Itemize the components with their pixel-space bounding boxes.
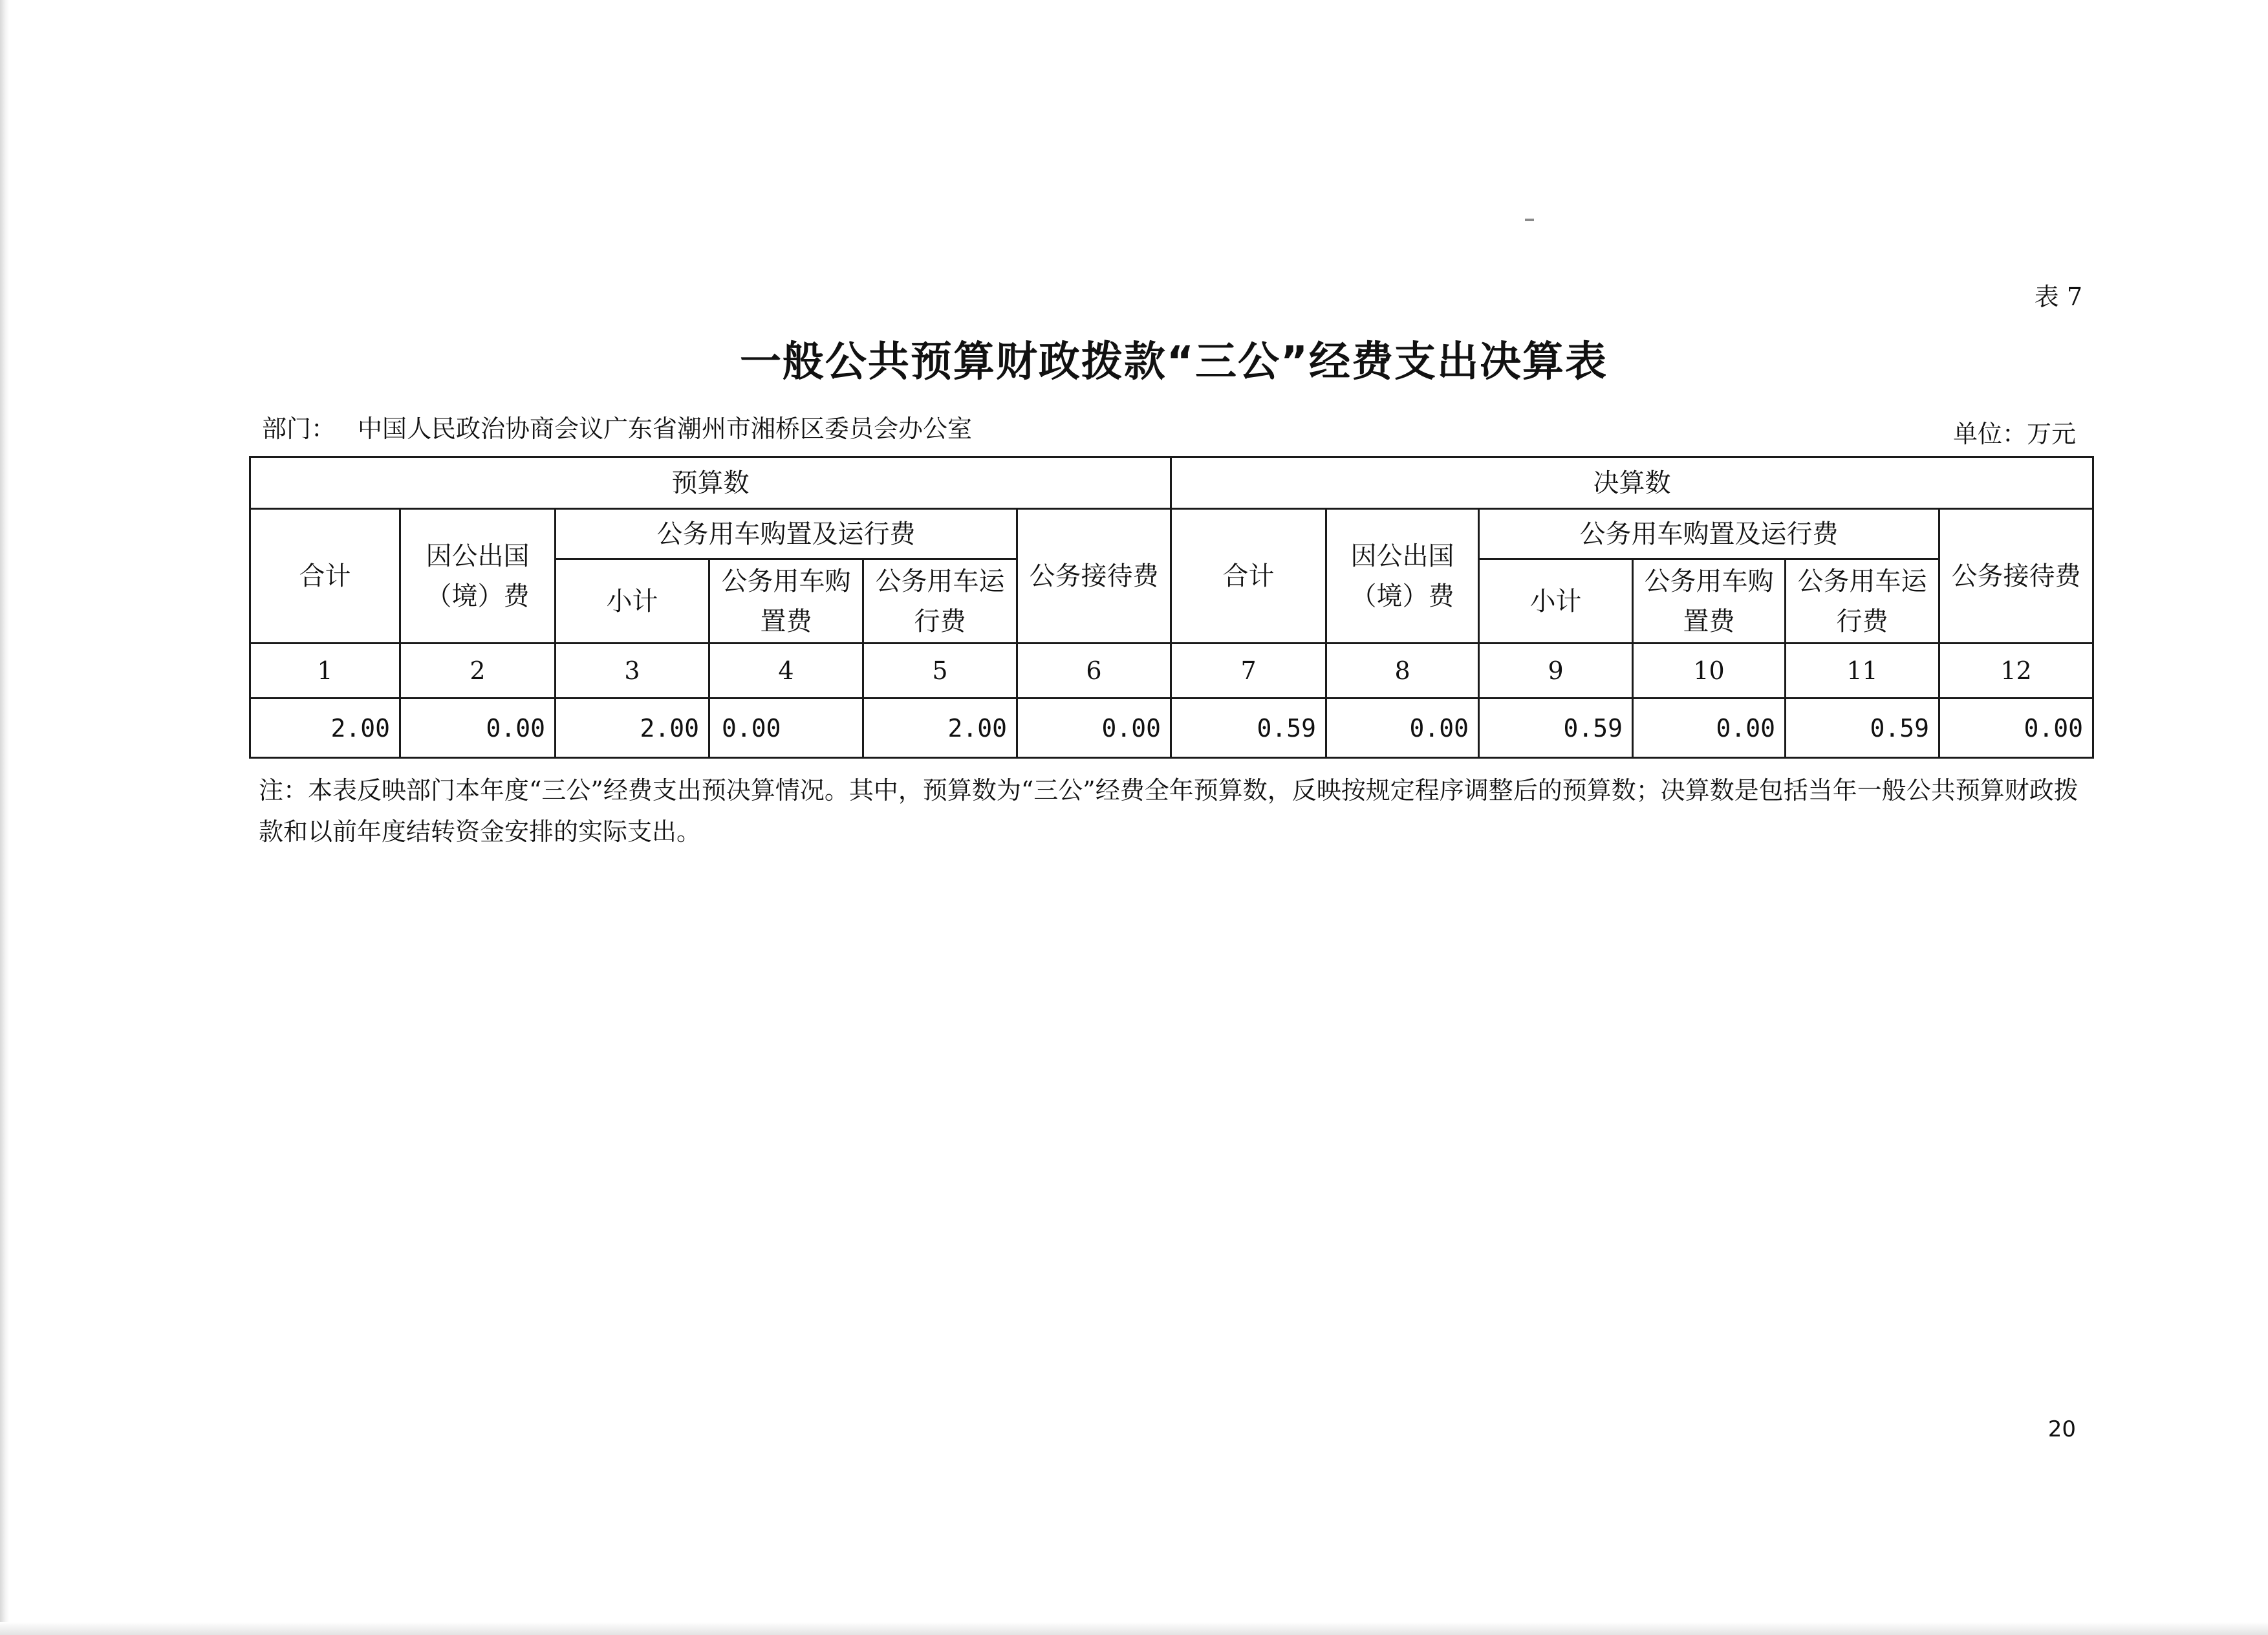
- unit-label: 单位：万元: [1952, 420, 2076, 448]
- value-cell: 0.00: [400, 698, 556, 758]
- budget-total-header: 合计: [250, 509, 400, 644]
- table-value-row: [250, 698, 2093, 758]
- index-cell: 3: [556, 644, 709, 698]
- index-cell: 9: [1479, 644, 1633, 698]
- index-cell: 7: [1171, 644, 1326, 698]
- scan-page-edge: [0, 0, 9, 1635]
- department-line: [262, 409, 972, 444]
- final-reception-header: 公务接待费: [1939, 509, 2093, 644]
- table-note: 注：本表反映部门本年度“三公”经费支出预决算情况。其中，预算数为“三公”经费全年预算数，反映按规定程序调整后的预算数；决算数是包括当年一般公共预算财政拨款和以前年度结转资金安排的实际支出。: [259, 776, 2079, 846]
- department-name: 中国人民政治协商会议广东省潮州市湘桥区委员会办公室: [358, 415, 973, 443]
- index-cell: 12: [1939, 644, 2093, 698]
- budget-header: 预算数: [250, 457, 1171, 509]
- page-title: 一般公共预算财政拨款“三公”经费支出决算表: [739, 338, 1608, 386]
- value-cell: 0.59: [1171, 698, 1326, 758]
- scan-speck: [1525, 219, 1534, 221]
- final-operation-header: 公务用车运行费: [1786, 559, 1939, 644]
- budget-abroad-header: 因公出国（境）费: [400, 509, 556, 644]
- budget-subtotal-header: 小计: [556, 559, 709, 644]
- budget-vehicle-group-header: 公务用车购置及运行费: [556, 509, 1017, 559]
- final-abroad-header: 因公出国（境）费: [1326, 509, 1479, 644]
- table-index-row: [250, 644, 2093, 698]
- final-header: 决算数: [1171, 457, 2093, 509]
- budget-reception-header: 公务接待费: [1017, 509, 1171, 644]
- value-cell: 0.00: [709, 698, 863, 758]
- value-cell: 0.59: [1479, 698, 1633, 758]
- index-cell: 4: [709, 644, 863, 698]
- table-number: 表 7: [2034, 283, 2082, 311]
- index-cell: 1: [250, 644, 400, 698]
- index-cell: 6: [1017, 644, 1171, 698]
- final-vehicle-group-header: 公务用车购置及运行费: [1479, 509, 1939, 559]
- three-public-expenses-table: [249, 456, 2094, 759]
- final-subtotal-header: 小计: [1479, 559, 1633, 644]
- value-cell: 2.00: [556, 698, 709, 758]
- scan-page-bottom-edge: [0, 1622, 2268, 1635]
- value-cell: 2.00: [863, 698, 1017, 758]
- index-cell: 5: [863, 644, 1017, 698]
- final-total-header: 合计: [1171, 509, 1326, 644]
- value-cell: 0.59: [1786, 698, 1939, 758]
- value-cell: 0.00: [1633, 698, 1786, 758]
- final-purchase-header: 公务用车购置费: [1633, 559, 1786, 644]
- budget-operation-header: 公务用车运行费: [863, 559, 1017, 644]
- index-cell: 8: [1326, 644, 1479, 698]
- index-cell: 10: [1633, 644, 1786, 698]
- budget-purchase-header: 公务用车购置费: [709, 559, 863, 644]
- value-cell: 0.00: [1326, 698, 1479, 758]
- value-cell: 0.00: [1017, 698, 1171, 758]
- department-label: 部门：: [262, 415, 336, 443]
- page-number: 20: [2047, 1416, 2076, 1442]
- index-cell: 2: [400, 644, 556, 698]
- value-cell: 2.00: [250, 698, 400, 758]
- index-cell: 11: [1786, 644, 1939, 698]
- value-cell: 0.00: [1939, 698, 2093, 758]
